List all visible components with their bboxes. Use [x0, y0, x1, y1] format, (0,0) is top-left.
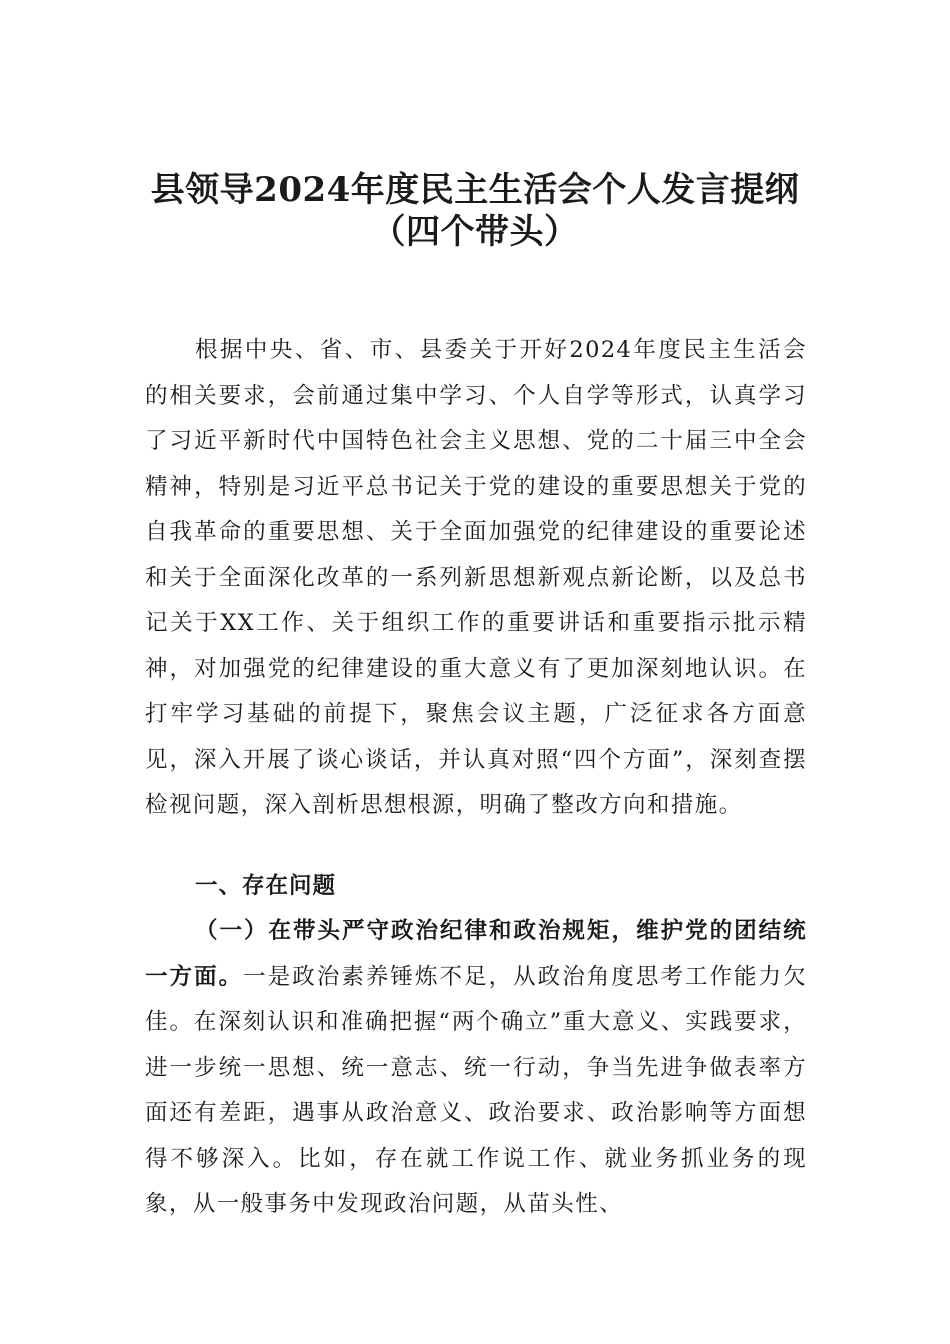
subsection-title-1: （一）在带头严守政治纪律和政治规矩，维护党的团结统一方面。: [145, 918, 807, 990]
document-title-line2: （四个带头）: [371, 212, 579, 252]
document-title-line1: 县领导2024年度民主生活会个人发言提纲: [150, 170, 800, 210]
subsection-text-1: 一是政治素养锤炼不足，从政治角度思考工作能力欠佳。在深刻认识和准确把握“两个确立”重大意义、实践要求，进一步统一思想、统一意志、统一行动，争当先进争做表率方面还有差距，遇事从政治意义、政治要求、政治影响等方面想得不够深入。比如，存在就工作说工作、就业务抓业务的现象，从一般事务中发现政治问题，从苗头性、: [145, 963, 807, 1217]
subsection-paragraph-1: [145, 909, 807, 1228]
intro-paragraph: 根据中央、省、市、县委关于开好2024年度民主生活会的相关要求，会前通过集中学习、个人自学等形式，认真学习了习近平新时代中国特色社会主义思想、党的二十届三中全会精神，特别是习近平总书记关于党的建设的重要思想关于党的自我革命的重要思想、关于全面加强党的纪律建设的重要论述和关于全面深化改革的一系列新思想新观点新论断，以及总书记关于XX工作、关于组织工作的重要讲话和重要指示批示精神，对加强党的纪律建设的重大意义有了更加深刻地认识。在打牢学习基础的前提下，聚焦会议主题，广泛征求各方面意见，深入开展了谈心谈话，并认真对照“四个方面”，深刻查摆检视问题，深入剖析思想根源，明确了整改方向和措施。: [145, 337, 807, 818]
section-heading-problems: 一、存在问题: [195, 873, 337, 899]
